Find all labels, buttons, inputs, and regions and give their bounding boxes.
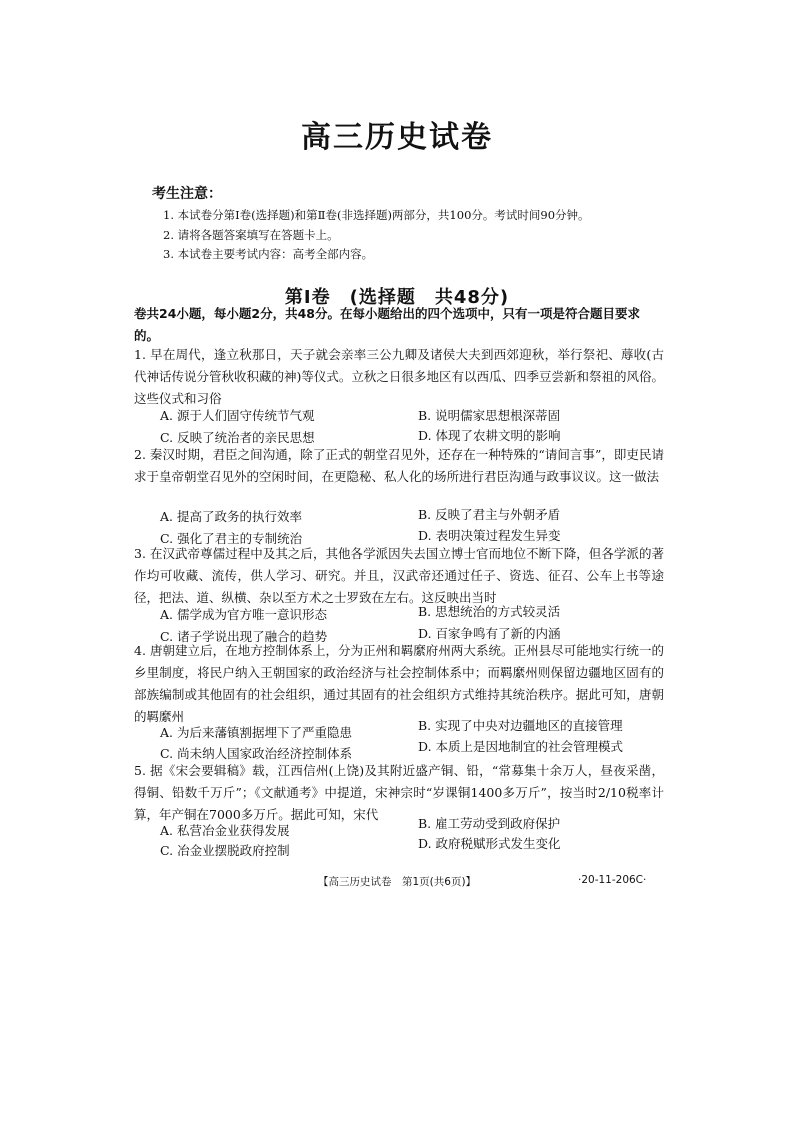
section-title: 第Ⅰ卷 (选择题 共48分): [284, 287, 510, 308]
option-c: C. 强化了君主的专制统治: [160, 531, 303, 546]
notice-item: 2. 请将各题答案填写在答题卡上。: [163, 228, 339, 242]
option-b: B. 反映了君主与外朝矛盾: [418, 507, 561, 522]
option-d: D. 政府税赋形式发生变化: [418, 836, 561, 851]
option-b: B. 说明儒家思想根深蒂固: [418, 408, 561, 423]
notice-heading: 考生注意：: [152, 186, 222, 202]
question-stem: 2. 秦汉时期，君臣之间沟通，除了正式的朝堂召见外，还存在一种特殊的“请间言事”，即吏民请求于皇帝朝堂召见外的空闲时间，在更隐秘、私人化的场所进行君臣沟通与政事议议。这一做法: [134, 447, 664, 484]
option-c: C. 冶金业摆脱政府控制: [160, 843, 290, 858]
option-a: A. 儒学成为官方唯一意识形态: [160, 607, 327, 622]
option-d: D. 表明决策过程发生异变: [418, 528, 561, 543]
option-a: A. 为后来藩镇割据埋下了严重隐患: [160, 725, 352, 740]
option-b: B. 雇工劳动受到政府保护: [418, 816, 561, 831]
option-c: C. 反映了统治者的亲民思想: [160, 430, 315, 445]
option-a: A. 私营冶金业获得发展: [160, 823, 290, 838]
question-stem: 3. 在汉武帝尊儒过程中及其之后，其他各学派因失去国立博士官而地位不断下降，但各学派的著作均可收藏、流传，供人学习、研究。并且，汉武帝还通过任子、资选、征召、公车上书等途径，把法、道、纵横、杂以至方术之士罗致在左右。这反映出当时: [134, 546, 664, 605]
notice-item: 3. 本试卷主要考试内容：高考全部内容。: [163, 247, 374, 261]
question-stem: 1. 早在周代，逢立秋那日，天子就会亲率三公九卿及诸侯大夫到西郊迎秋，举行祭祀、蓐收(古代神话传说分管秋收积藏的神)等仪式。立秋之日很多地区有以西瓜、四季豆尝新和祭祖的风俗。这些仪式和习俗: [134, 347, 664, 406]
page-title: 高三历史试卷: [301, 120, 493, 155]
page-footer: 【高三历史试卷 第1页(共6页)】: [318, 876, 477, 888]
option-c: C. 尚未纳人国家政治经济控制体系: [160, 746, 353, 761]
option-d: D. 本质上是因地制宜的社会管理模式: [418, 739, 624, 754]
notice-item: 1. 本试卷分第Ⅰ卷(选择题)和第Ⅱ卷(非选择题)两部分，共100分。考试时间90分钟。: [163, 208, 590, 222]
exam-code: ·20-11-206C·: [578, 874, 647, 886]
option-a: A. 源于人们固守传统节气观: [160, 408, 315, 423]
option-c: C. 诸子学说出现了融合的趋势: [160, 629, 328, 644]
option-d: D. 体现了农耕文明的影响: [418, 428, 561, 443]
option-b: B. 实现了中央对边疆地区的直接管理: [418, 718, 623, 733]
option-a: A. 提高了政务的执行效率: [160, 509, 302, 524]
section-instruction: 卷共24小题，每小题2分，共48分。在每小题给出的四个选项中，只有一项是符合题目要求的。: [134, 306, 640, 343]
option-b: B. 思想统治的方式较灵活: [418, 604, 561, 619]
option-d: D. 百家争鸣有了新的内涵: [418, 626, 561, 641]
question-stem: 5. 据《宋会要辑稿》载，江西信州(上饶)及其附近盛产铜、铅，“常募集十余万人，昼夜采凿，得铜、铅数千万斤”；《文献通考》中提道，宋神宗时“岁课铜1400多万斤”，按当时2/10税率计算，年产铜在7000多万斤。据此可知，宋代: [134, 763, 664, 822]
question-stem: 4. 唐朝建立后，在地方控制体系上，分为正州和羁縻府州两大系统。正州县尽可能地实行统一的乡里制度，将民户纳入王朝国家的政治经济与社会控制体系中；而羁縻州则保留边疆地区固有的部族编制或其他固有的社会组织，通过其固有的社会组织方式维持其统治秩序。据此可知，唐朝的羁縻州: [134, 643, 664, 724]
